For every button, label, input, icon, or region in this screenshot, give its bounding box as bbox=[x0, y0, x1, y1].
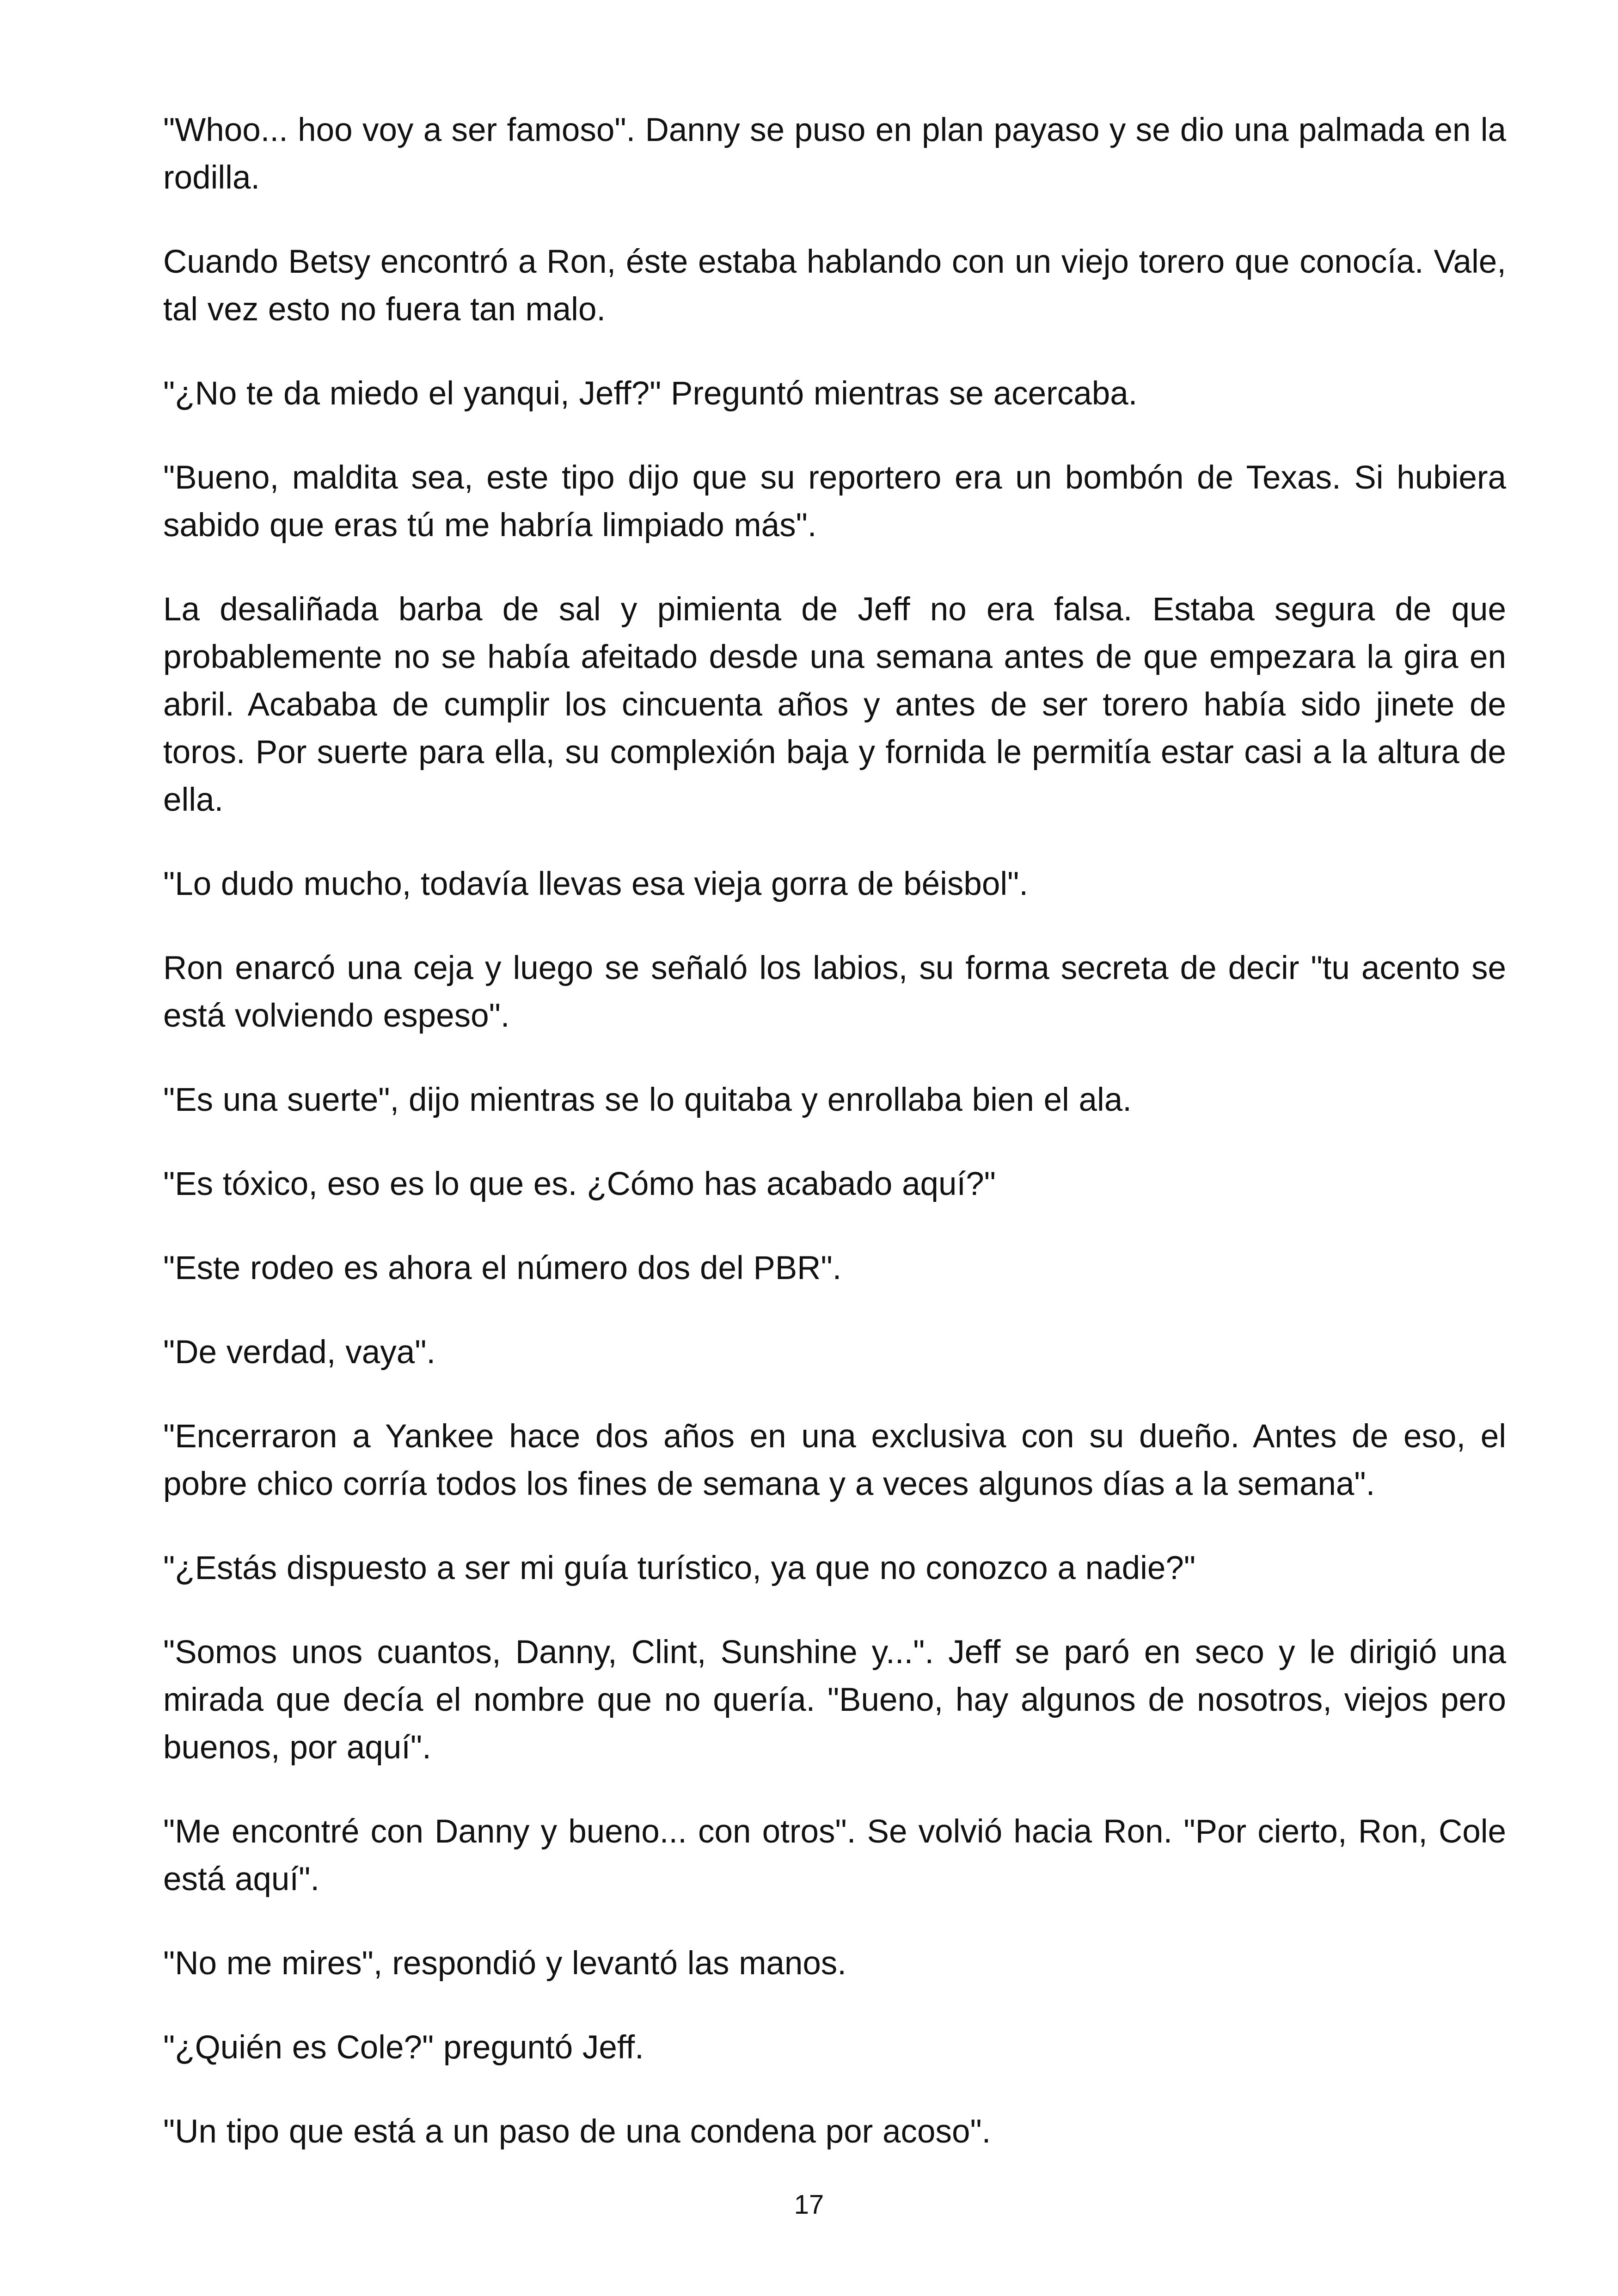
paragraph: "Encerraron a Yankee hace dos años en una exclusiva con su dueño. Antes de eso, el pobre chico corría todos los fines de semana y a veces algunos días a la semana". bbox=[163, 1418, 1506, 1502]
paragraph: "Un tipo que está a un paso de una condena por acoso". bbox=[163, 2113, 991, 2150]
paragraph: "Whoo... hoo voy a ser famoso". Danny se puso en plan payaso y se dio una palmada en la rodilla. bbox=[163, 112, 1506, 196]
paragraph: "Somos unos cuantos, Danny, Clint, Sunshine y...". Jeff se paró en seco y le dirigió una mirada que decía el nombre que no quería. "Bueno, hay algunos de nosotros, viejos pero buenos, por aquí". bbox=[163, 1634, 1506, 1766]
paragraph: La desaliñada barba de sal y pimienta de Jeff no era falsa. Estaba segura de que probablemente no se había afeitado desde una semana antes de que empezara la gira en abril. Acababa de cumplir los cincuenta años y antes de ser torero había sido jinete de toros. Por suerte para ella, su complexión baja y fornida le permitía estar casi a la altura de ella. bbox=[163, 591, 1506, 818]
paragraph: "Me encontré con Danny y bueno... con otros". Se volvió hacia Ron. "Por cierto, Ron, Cole está aquí". bbox=[163, 1813, 1506, 1898]
paragraph: "Lo dudo mucho, todavía llevas esa vieja gorra de béisbol". bbox=[163, 866, 1029, 902]
paragraph: "De verdad, vaya". bbox=[163, 1334, 436, 1371]
paragraph: "No me mires", respondió y levantó las manos. bbox=[163, 1945, 847, 1982]
page-number: 17 bbox=[794, 2190, 824, 2220]
paragraph: "¿No te da miedo el yanqui, Jeff?" Preguntó mientras se acercaba. bbox=[163, 375, 1138, 412]
paragraph: "Bueno, maldita sea, este tipo dijo que su reportero era un bombón de Texas. Si hubiera sabido que eras tú me habría limpiado más". bbox=[163, 459, 1506, 544]
paragraph: "¿Estás dispuesto a ser mi guía turístico, ya que no conozco a nadie?" bbox=[163, 1550, 1196, 1586]
paragraph: "Es una suerte", dijo mientras se lo quitaba y enrollaba bien el ala. bbox=[163, 1082, 1132, 1118]
paragraph: "Este rodeo es ahora el número dos del PBR". bbox=[163, 1250, 842, 1286]
paragraph: Ron enarcó una ceja y luego se señaló los labios, su forma secreta de decir "tu acento se está volviendo espeso". bbox=[163, 950, 1506, 1034]
paragraph: Cuando Betsy encontró a Ron, éste estaba hablando con un viejo torero que conocía. Vale, tal vez esto no fuera tan malo. bbox=[163, 244, 1506, 328]
body-text bbox=[163, 106, 1506, 2155]
paragraph: "¿Quién es Cole?" preguntó Jeff. bbox=[163, 2029, 644, 2066]
paragraph: "Es tóxico, eso es lo que es. ¿Cómo has acabado aquí?" bbox=[163, 1166, 996, 1202]
